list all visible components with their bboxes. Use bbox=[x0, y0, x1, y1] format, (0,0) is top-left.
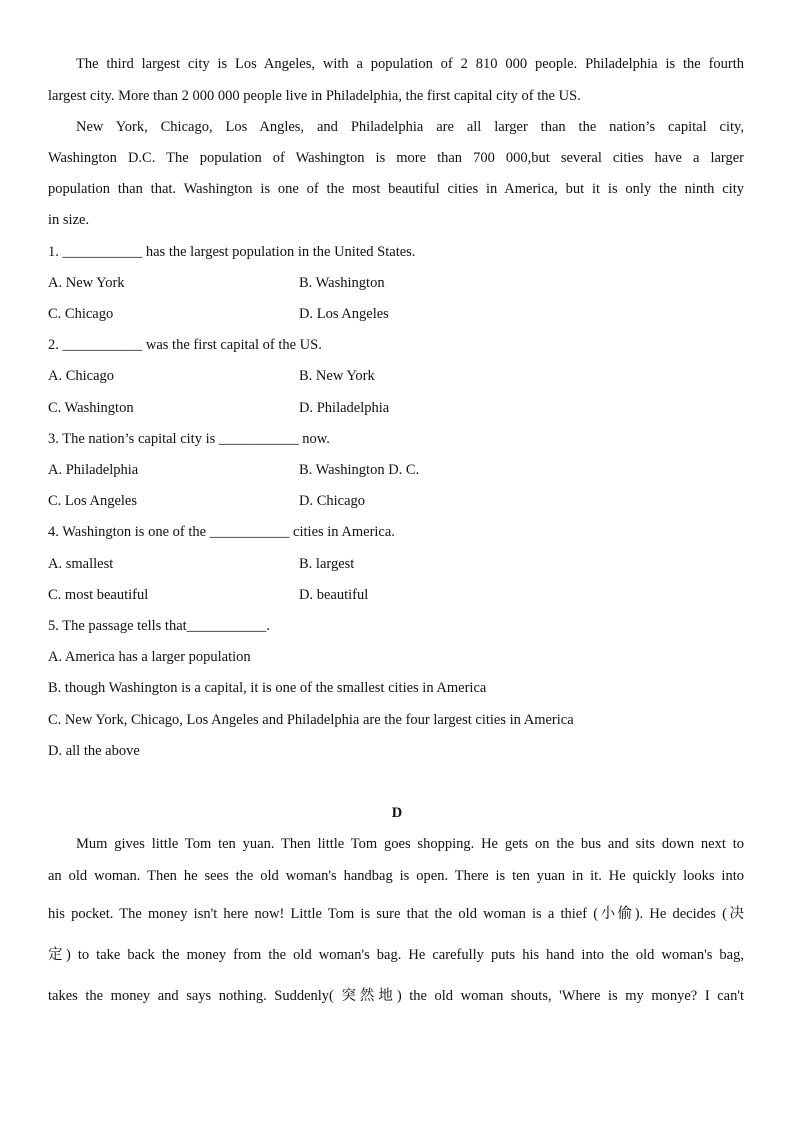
question-stem: 5. The passage tells that___________. bbox=[48, 618, 271, 634]
option-c[interactable]: C. Los Angeles bbox=[48, 493, 138, 509]
option-b[interactable]: B. Washington D. C. bbox=[299, 462, 420, 478]
option-c[interactable]: C. Chicago bbox=[48, 306, 114, 322]
paragraph-line: 定) to take back the money from the old woman's bag. He carefully puts his hand into the old woman's bag, bbox=[48, 947, 744, 963]
option-a[interactable]: A. New York bbox=[48, 275, 125, 291]
question-stem: 4. Washington is one of the ___________ cities in America. bbox=[48, 524, 395, 540]
option-b[interactable]: B. though Washington is a capital, it is one of the smallest cities in America bbox=[48, 680, 487, 696]
paragraph-line: largest city. More than 2 000 000 people live in Philadelphia, the first capital city of the US. bbox=[48, 88, 581, 104]
option-a[interactable]: A. America has a larger population bbox=[48, 649, 251, 665]
paragraph-line: in size. bbox=[48, 212, 90, 228]
option-a[interactable]: A. Philadelphia bbox=[48, 462, 139, 478]
option-d[interactable]: D. all the above bbox=[48, 743, 140, 759]
paragraph-line: New York, Chicago, Los Angles, and Philadelphia are all larger than the nation’s capital city, bbox=[76, 119, 744, 135]
option-a[interactable]: A. smallest bbox=[48, 556, 114, 572]
option-c[interactable]: C. Washington bbox=[48, 400, 134, 416]
paragraph-line: The third largest city is Los Angeles, with a population of 2 810 000 people. Philadelphia is the fourth bbox=[76, 56, 744, 72]
option-d[interactable]: D. Chicago bbox=[299, 493, 366, 509]
option-a[interactable]: A. Chicago bbox=[48, 368, 115, 384]
option-b[interactable]: B. Washington bbox=[299, 275, 385, 291]
option-c[interactable]: C. New York, Chicago, Los Angeles and Philadelphia are the four largest cities in America bbox=[48, 712, 574, 728]
option-c[interactable]: C. most beautiful bbox=[48, 587, 149, 603]
question-stem: 2. ___________ was the first capital of the US. bbox=[48, 337, 322, 353]
paragraph-line: Washington D.C. The population of Washington is more than 700 000,but several cities have a larger bbox=[48, 150, 744, 166]
question-stem: 3. The nation’s capital city is ___________ now. bbox=[48, 431, 330, 447]
section-heading: D bbox=[391, 805, 403, 821]
paragraph-line: takes the money and says nothing. Suddenly( 突然地) the old woman shouts, 'Where is my monye? I can't bbox=[48, 988, 744, 1004]
option-d[interactable]: D. beautiful bbox=[299, 587, 369, 603]
option-b[interactable]: B. largest bbox=[299, 556, 355, 572]
option-b[interactable]: B. New York bbox=[299, 368, 375, 384]
paragraph-line: his pocket. The money isn't here now! Little Tom is sure that the old woman is a thief (小偷). He decides (决 bbox=[48, 906, 744, 922]
paragraph-line: Mum gives little Tom ten yuan. Then little Tom goes shopping. He gets on the bus and sits down next to bbox=[76, 836, 744, 852]
question-stem: 1. ___________ has the largest population in the United States. bbox=[48, 244, 416, 260]
paragraph-line: an old woman. Then he sees the old woman's handbag is open. There is ten yuan in it. He quickly looks into bbox=[48, 868, 744, 884]
option-d[interactable]: D. Los Angeles bbox=[299, 306, 389, 322]
option-d[interactable]: D. Philadelphia bbox=[299, 400, 390, 416]
paragraph-line: population than that. Washington is one of the most beautiful cities in America, but it is only the ninth city bbox=[48, 181, 744, 197]
